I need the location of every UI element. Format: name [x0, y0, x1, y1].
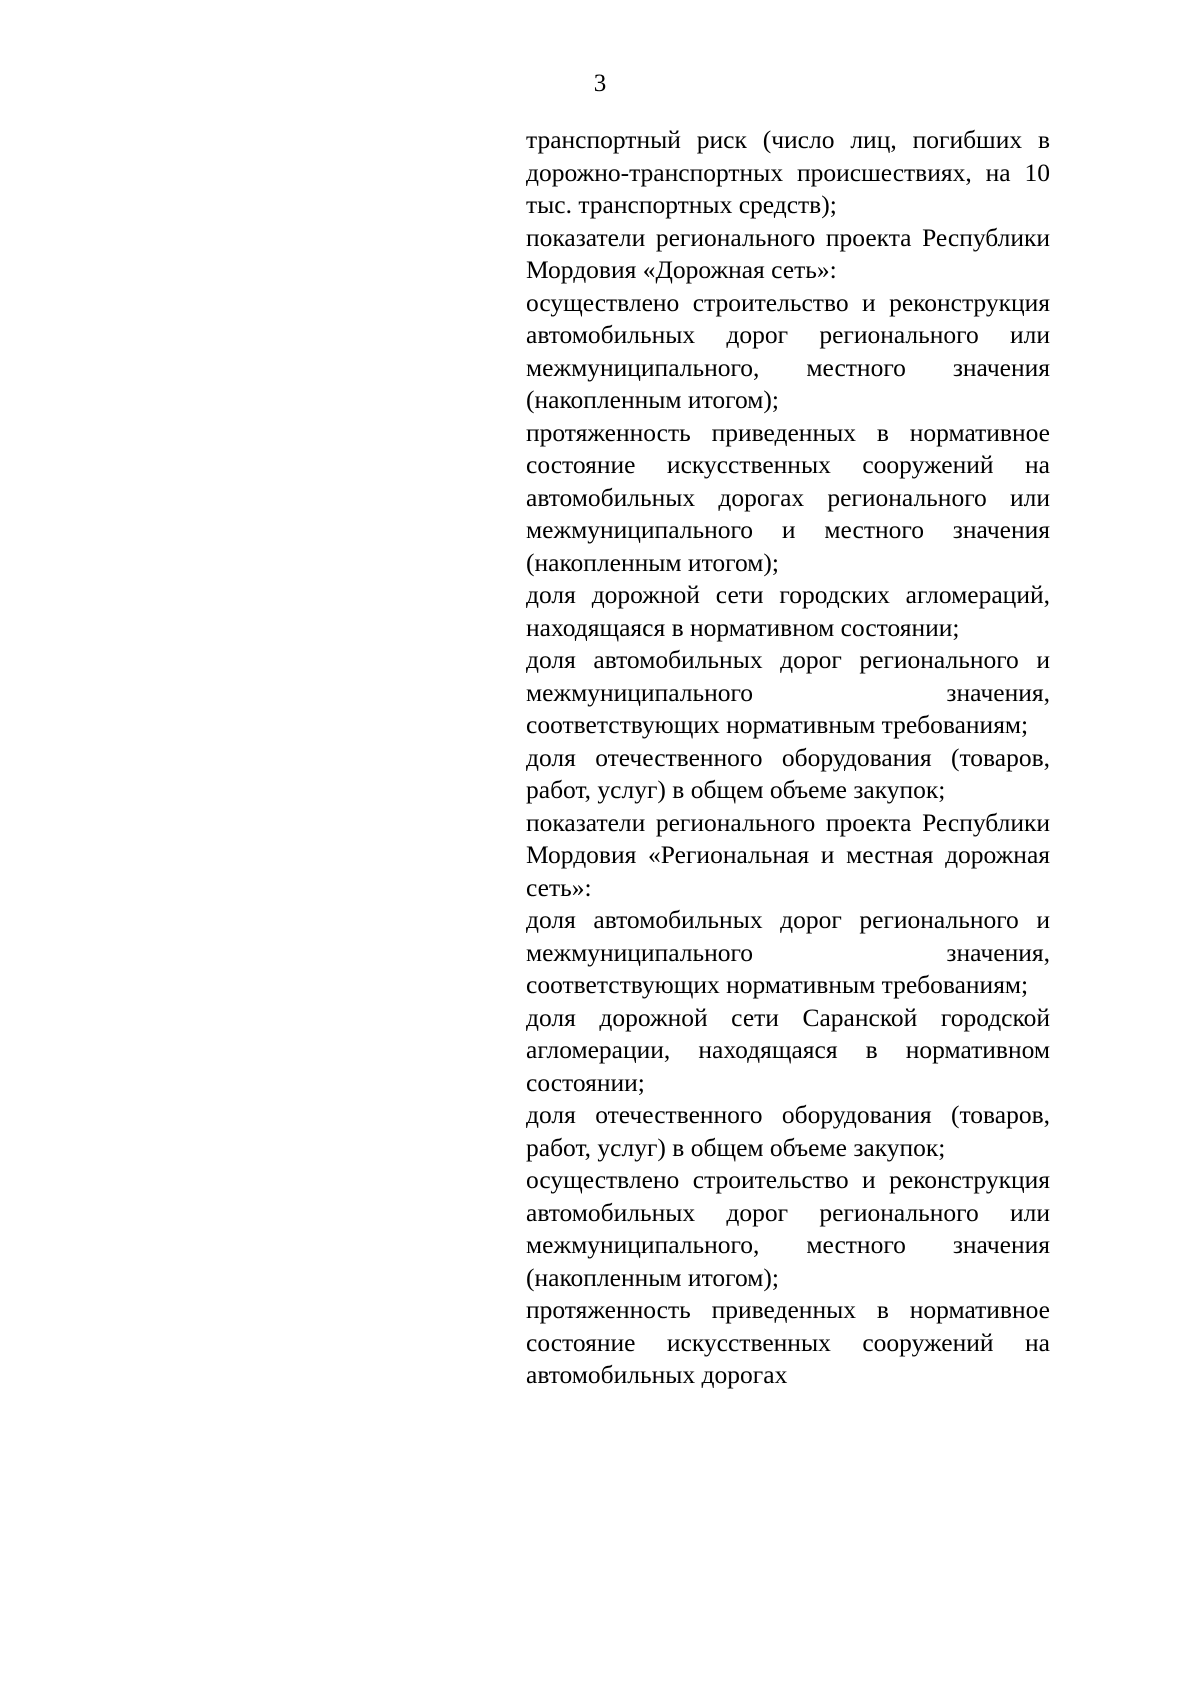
paragraph: доля автомобильных дорог регионального и межмуниципального значения, соответствующих нормативным требованиям;	[526, 645, 1050, 739]
paragraph: транспортный риск (число лиц, погибших в дорожно-транспортных происшествиях, на 10 тыс. транспортных средств);	[526, 125, 1050, 219]
paragraph: доля дорожной сети городских агломераций, находящаяся в нормативном состоянии;	[526, 580, 1050, 642]
paragraph: доля отечественного оборудования (товаров, работ, услуг) в общем объеме закупок;	[526, 742, 1050, 804]
body-text	[526, 124, 1050, 1392]
paragraph: показатели регионального проекта Республики Мордовия «Дорожная сеть»:	[526, 222, 1050, 284]
page-number: 3	[593, 70, 607, 97]
paragraph: осуществлено строительство и реконструкция автомобильных дорог регионального или межмуниципального, местного значения (накопленным итогом);	[526, 1165, 1050, 1292]
paragraph: протяженность приведенных в нормативное состояние искусственных сооружений на автомобильных дорогах регионального или межмуниципального и местного значения (накопленным итогом);	[526, 417, 1050, 577]
paragraph: показатели регионального проекта Республики Мордовия «Региональная и местная дорожная сеть»:	[526, 807, 1050, 902]
paragraph: доля автомобильных дорог регионального и межмуниципального значения, соответствующих нормативным требованиям;	[526, 905, 1050, 999]
paragraph: осуществлено строительство и реконструкция автомобильных дорог регионального или межмуниципального, местного значения (накопленным итогом);	[526, 287, 1050, 414]
paragraph: доля дорожной сети Саранской городской агломерации, находящаяся в нормативном состоянии;	[526, 1002, 1050, 1097]
paragraph: доля отечественного оборудования (товаров, работ, услуг) в общем объеме закупок;	[526, 1100, 1050, 1162]
paragraph: протяженность приведенных в нормативное состояние искусственных сооружений на автомобильных дорогах	[526, 1295, 1050, 1389]
